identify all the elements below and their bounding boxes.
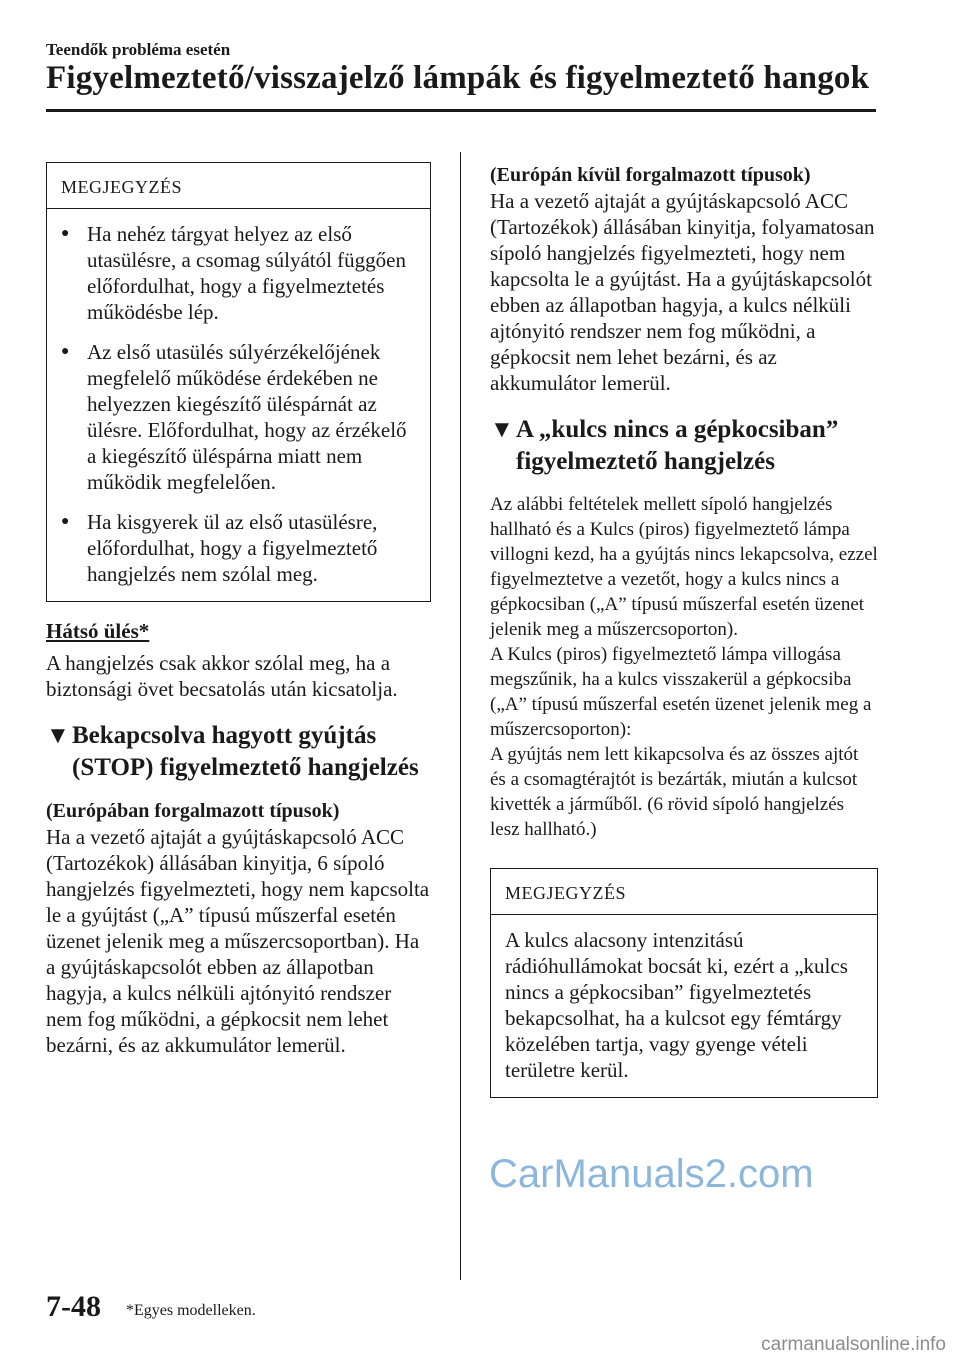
note-body [47, 209, 430, 601]
bullet-text: Ha kisgyerek ül az első utasülésre, előfordulhat, hogy a figyelmeztető hangjelzés nem szólal meg. [87, 510, 378, 586]
column-divider [460, 152, 461, 1280]
note-box [490, 868, 878, 1098]
page-title: Figyelmeztető/visszajelző lámpák és figyelmeztető hangok [46, 60, 870, 96]
page-number: 7-48 [46, 1290, 101, 1323]
bullet-icon: ● [61, 344, 70, 359]
note-bullet [61, 339, 416, 495]
section-title: Bekapcsolva hagyott gyújtás (STOP) figyelmeztető hangjelzés [72, 722, 419, 781]
note-bullet [61, 509, 416, 587]
section-title: A „kulcs nincs a gépkocsiban” figyelmeztető hangjelzés [516, 416, 839, 475]
bullet-text: Ha nehéz tárgyat helyez az első utasülésre, a csomag súlyától függően előfordulhat, hogy a figyelmeztetés működésbe lép. [87, 222, 406, 324]
key-warning-para: A Kulcs (piros) figyelmeztető lámpa villogása megszűnik, ha a kulcs visszakerül a gépkocsiba („A” típusú műszerfal esetén üzenet jelenik meg a műszercsoporton): [490, 644, 872, 740]
note-box [46, 162, 431, 602]
section-heading [46, 720, 431, 784]
rear-seat-heading: Hátsó ülés* [46, 619, 150, 643]
non-europe-subhead: (Európán kívül forgalmazott típusok) [490, 164, 811, 186]
left-column [46, 162, 431, 1058]
rear-seat-text: A hangjelzés csak akkor szólal meg, ha a biztonsági övet becsatolás után kicsatolja. [46, 651, 398, 701]
note-heading: MEGJEGYZÉS [47, 163, 430, 209]
triangle-down-icon: ▼ [490, 417, 514, 443]
breadcrumb: Teendők probléma esetén [46, 40, 231, 59]
note-bullet [61, 221, 416, 325]
note-heading: MEGJEGYZÉS [491, 869, 877, 915]
triangle-down-icon: ▼ [46, 723, 70, 749]
key-warning-para: Az alábbi feltételek mellett sípoló hangjelzés hallható és a Kulcs (piros) figyelmeztető lámpa villogni kezd, ha a gyújtás nincs lekapcsolva, ezzel figyelmeztetve a vezetőt, hogy a kulcs nincs a gépkocsiban („A” típusú műszerfal esetén üzenet jelenik meg a műszercsoporton). [490, 494, 878, 640]
right-column [490, 162, 878, 1098]
bullet-icon: ● [61, 514, 70, 529]
note-body [491, 915, 877, 1097]
section-heading [490, 414, 878, 478]
bullet-icon: ● [61, 226, 70, 241]
europe-subhead: (Európában forgalmazott típusok) [46, 800, 340, 822]
site-watermark: carmanualsonline.info [761, 1334, 946, 1355]
watermark: CarManuals2.com [489, 1152, 814, 1196]
title-rule [46, 109, 876, 112]
europe-text: Ha a vezető ajtaját a gyújtáskapcsoló ACC (Tartozékok) állásában kinyitja, 6 sípoló hangjelzés figyelmezteti, hogy nem kapcsolta le a gyújtást („A” típusú műszerfal esetén üzenet jelenik meg a műszercsoportban). Ha a gyújtáskapcsolót ebben az állapotban hagyja, a kulcs nélküli ajtónyitó rendszer nem fog működni, a gépkocsit nem lehet bezárni, és az akkumulátor lemerül. [46, 825, 430, 1057]
key-warning-para: A gyújtás nem lett kikapcsolva és az összes ajtót és a csomagtérajtót is bezárták, miután a kulcsot kivették a járműből. (6 rövid sípoló hangjelzés lesz hallható.) [490, 744, 859, 840]
footnote: *Egyes modelleken. [126, 1302, 256, 1319]
note-text: A kulcs alacsony intenzitású rádióhullámokat bocsát ki, ezért a „kulcs nincs a gépkocsiban” figyelmeztetés bekapcsolhat, ha a kulcsot egy fémtárgy közelében tartja, vagy gyenge vételi területre kerül. [505, 928, 848, 1082]
bullet-text: Az első utasülés súlyérzékelőjének megfelelő működése érdekében ne helyezzen kiegészítő üléspárnát az ülésre. Előfordulhat, hogy az érzékelő a kiegészítő üléspárna miatt nem működik megfelelően. [87, 340, 407, 494]
non-europe-text: Ha a vezető ajtaját a gyújtáskapcsoló ACC (Tartozékok) állásában kinyitja, folyamatosan sípoló hangjelzés figyelmezteti, hogy nem kapcsolta le a gyújtást. Ha a gyújtáskapcsolót ebben az állapotban hagyja, a kulcs nélküli ajtónyitó rendszer nem fog működni, a gépkocsit nem lehet bezárni, és az akkumulátor lemerül. [490, 189, 875, 395]
